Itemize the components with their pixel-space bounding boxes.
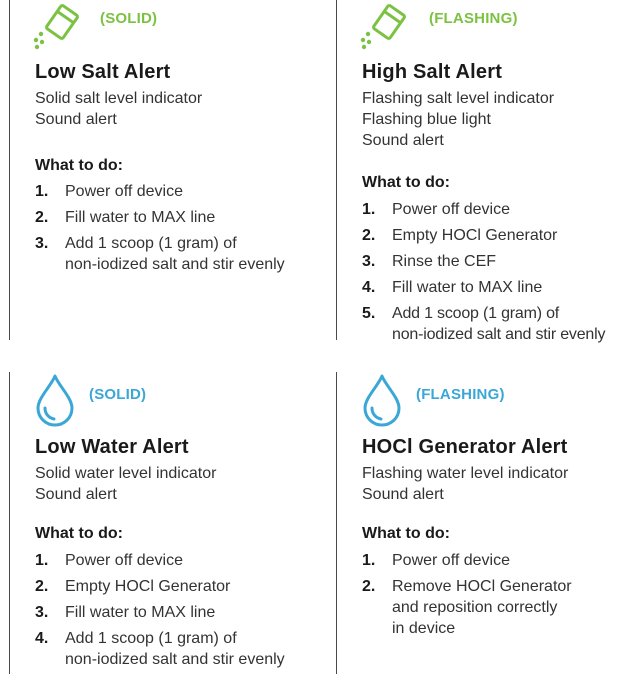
step-number: 4. [362, 279, 376, 296]
step-number: 2. [35, 209, 49, 226]
step-text: Remove HOCl Generator and reposition correctly in device [392, 578, 572, 637]
step-text: Power off device [65, 183, 183, 200]
status-tag: (FLASHING) [429, 10, 518, 27]
status-tag: (SOLID) [100, 10, 158, 27]
description-line: Sound alert [362, 132, 444, 149]
step-number: 2. [35, 578, 49, 595]
step-number: 3. [362, 253, 376, 270]
salt-shaker-icon [32, 0, 88, 52]
salt-shaker-icon [359, 0, 415, 52]
description-line: Flashing blue light [362, 111, 491, 128]
water-drop-icon [360, 372, 404, 428]
step-number: 2. [362, 578, 376, 595]
alert-panel-low-salt [35, 0, 330, 340]
list-item [362, 576, 632, 639]
list-item [362, 251, 634, 272]
list-item [362, 225, 634, 246]
alert-title: Low Salt Alert [35, 61, 171, 83]
step-text: Empty HOCl Generator [65, 578, 231, 595]
description-line: Sound alert [362, 486, 444, 503]
what-to-do-heading: What to do: [362, 174, 450, 191]
step-text: Add 1 scoop (1 gram) of non-iodized salt and stir evenly [65, 630, 285, 668]
divider-bottom-middle [336, 372, 337, 674]
step-number: 1. [35, 552, 49, 569]
step-number: 3. [35, 604, 49, 621]
description-line: Flashing water level indicator [362, 465, 569, 482]
description-line: Solid salt level indicator [35, 90, 203, 107]
what-to-do-heading: What to do: [35, 157, 123, 174]
divider-top-middle [336, 0, 337, 340]
step-number: 1. [362, 552, 376, 569]
steps-list [362, 550, 632, 644]
step-text: Power off device [65, 552, 183, 569]
list-item [362, 277, 634, 298]
alert-panel-low-water [35, 372, 330, 674]
list-item [362, 550, 632, 571]
list-item [35, 550, 325, 571]
description-line: Sound alert [35, 111, 117, 128]
list-item [362, 303, 634, 345]
steps-list [35, 550, 325, 675]
alert-description [35, 88, 202, 130]
divider-top-left [9, 0, 10, 340]
water-drop-icon [33, 372, 77, 428]
step-text: Empty HOCl Generator [392, 227, 558, 244]
description-line: Flashing salt level indicator [362, 90, 555, 107]
list-item [35, 628, 325, 670]
divider-bottom-left [9, 372, 10, 674]
alert-description [362, 88, 554, 151]
alert-title: High Salt Alert [362, 61, 503, 83]
description-line: Sound alert [35, 486, 117, 503]
step-text: Fill water to MAX line [65, 604, 216, 621]
step-number: 5. [362, 305, 376, 322]
step-number: 1. [362, 201, 376, 218]
alert-description [362, 463, 568, 505]
step-number: 3. [35, 235, 49, 252]
step-text: Fill water to MAX line [392, 279, 543, 296]
what-to-do-heading: What to do: [35, 525, 123, 542]
steps-list [35, 181, 325, 280]
step-text: Add 1 scoop (1 gram) of non-iodized salt and stir evenly [65, 235, 285, 273]
step-number: 1. [35, 183, 49, 200]
list-item [35, 576, 325, 597]
status-tag: (FLASHING) [416, 386, 505, 403]
step-text: Rinse the CEF [392, 253, 497, 270]
alert-description [35, 463, 216, 505]
alert-title: Low Water Alert [35, 436, 189, 458]
what-to-do-heading: What to do: [362, 525, 450, 542]
description-line: Solid water level indicator [35, 465, 217, 482]
alert-panel-hocl-generator [362, 372, 636, 674]
step-text: Power off device [392, 201, 510, 218]
list-item [35, 602, 325, 623]
list-item [35, 233, 325, 275]
step-number: 2. [362, 227, 376, 244]
list-item [35, 181, 325, 202]
step-text: Add 1 scoop (1 gram) of non-iodized salt and stir evenly [392, 305, 606, 343]
step-text: Fill water to MAX line [65, 209, 216, 226]
steps-list [362, 199, 634, 350]
list-item [362, 199, 634, 220]
status-tag: (SOLID) [89, 386, 147, 403]
list-item [35, 207, 325, 228]
step-text: Power off device [392, 552, 510, 569]
alert-title: HOCl Generator Alert [362, 436, 568, 458]
step-number: 4. [35, 630, 49, 647]
alert-panel-high-salt [362, 0, 636, 343]
